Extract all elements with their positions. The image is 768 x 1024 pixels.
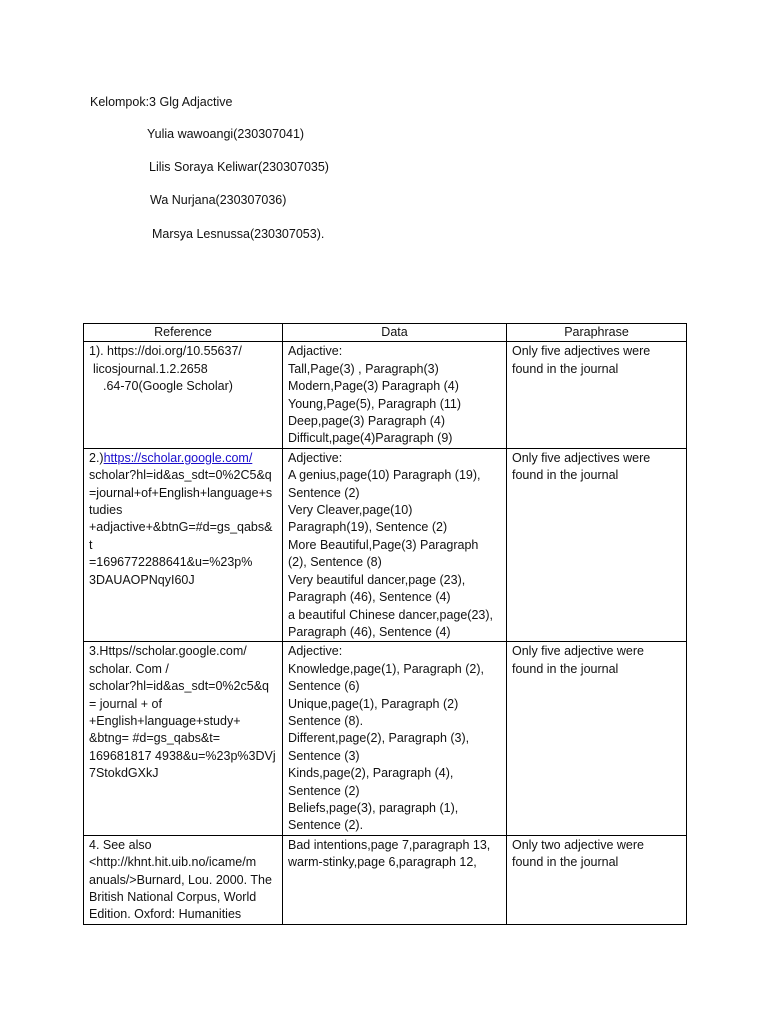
reference-line: scholar. Com /: [89, 661, 169, 676]
paraphrase-cell: [507, 448, 687, 641]
data-line: Sentence (2): [288, 783, 360, 798]
reference-table: [83, 323, 687, 925]
reference-line: 3DAUAOPNqyI60J: [89, 572, 195, 587]
data-cell: [283, 342, 507, 448]
data-line: Adjactive:: [288, 344, 343, 359]
reference-line: Edition. Oxford: Humanities: [89, 907, 242, 922]
column-header-reference: Reference: [84, 324, 283, 342]
data-line: Sentence (2): [288, 485, 360, 500]
data-line: Kinds,page(2), Paragraph (4),: [288, 766, 454, 781]
data-cell: [283, 835, 507, 924]
paraphrase-line: Only five adjectives were: [512, 450, 651, 465]
paraphrase-line: found in the journal: [512, 661, 619, 676]
data-line: Adjective:: [288, 644, 343, 659]
data-line: A genius,page(10) Paragraph (19),: [288, 468, 481, 483]
table-row: [84, 642, 687, 835]
column-header-paraphrase: Paraphrase: [507, 324, 687, 342]
data-line: Deep,page(3) Paragraph (4): [288, 414, 446, 429]
data-line: Paragraph (46), Sentence (4): [288, 590, 451, 605]
paraphrase-line: Only five adjectives were: [512, 344, 651, 359]
paraphrase-line: found in the journal: [512, 855, 619, 870]
data-line: Different,page(2), Paragraph (3),: [288, 731, 470, 746]
data-line: Tall,Page(3) , Paragraph(3): [288, 361, 439, 376]
reference-line: scholar?hl=id&as_sdt=0%2c5&q: [89, 679, 269, 694]
paraphrase-line: found in the journal: [512, 361, 619, 376]
data-cell: [283, 642, 507, 835]
data-line: Paragraph(19), Sentence (2): [288, 520, 448, 535]
data-line: Young,Page(5), Paragraph (11): [288, 396, 462, 411]
data-line: (2), Sentence (8): [288, 555, 382, 570]
table-row: [84, 342, 687, 448]
reference-line: 169681817 4938&u=%23p%3DVj: [89, 748, 276, 763]
reference-line: t: [89, 537, 93, 552]
member-name: Wa Nurjana(230307036): [150, 193, 287, 207]
data-line: Sentence (8).: [288, 713, 364, 728]
data-line: Knowledge,page(1), Paragraph (2),: [288, 661, 484, 676]
reference-cell: [84, 642, 283, 835]
table-header-row: [84, 324, 687, 342]
reference-line: <http://khnt.hit.uib.no/icame/m: [89, 855, 257, 870]
reference-line: tudies: [89, 503, 123, 518]
data-line: Bad intentions,page 7,paragraph 13,: [288, 837, 491, 852]
data-line: Sentence (6): [288, 679, 360, 694]
paraphrase-line: Only five adjective were: [512, 644, 645, 659]
data-line: Sentence (2).: [288, 818, 364, 833]
data-line: Sentence (3): [288, 748, 360, 763]
reference-line: = journal + of: [89, 696, 162, 711]
reference-line: [89, 450, 277, 467]
data-line: Beliefs,page(3), paragraph (1),: [288, 800, 459, 815]
paraphrase-line: Only two adjective were: [512, 837, 645, 852]
table-row: [84, 448, 687, 641]
reference-line: licosjournal.1.2.2658: [93, 361, 208, 376]
data-line: Very beautiful dancer,page (23),: [288, 572, 466, 587]
paraphrase-cell: [507, 342, 687, 448]
data-line: Paragraph (46), Sentence (4): [288, 624, 451, 639]
data-line: Modern,Page(3) Paragraph (4): [288, 379, 459, 394]
paraphrase-cell: [507, 835, 687, 924]
data-line: a beautiful Chinese dancer,page(23),: [288, 607, 494, 622]
reference-line: +adjactive+&btnG=#d=gs_qabs&: [89, 520, 273, 535]
reference-line: .64-70(Google Scholar): [103, 379, 233, 394]
reference-line: 4. See also: [89, 837, 152, 852]
reference-line: scholar?hl=id&as_sdt=0%2C5&q: [89, 468, 272, 483]
member-name: Marsya Lesnussa(230307053).: [152, 227, 325, 241]
reference-line: British National Corpus, World: [89, 890, 257, 904]
data-line: Unique,page(1), Paragraph (2): [288, 696, 459, 711]
reference-line: 3.Https//scholar.google.com/: [89, 644, 247, 659]
table-row: [84, 835, 687, 924]
column-header-data: Data: [283, 324, 507, 342]
data-line: Adjective:: [288, 450, 343, 465]
member-name: Lilis Soraya Keliwar(230307035): [149, 160, 329, 174]
group-title: Kelompok:3 Glg Adjactive: [90, 95, 233, 109]
reference-prefix: 2.): [89, 450, 104, 465]
data-line: Very Cleaver,page(10): [288, 503, 413, 518]
reference-cell: [84, 448, 283, 641]
reference-line: anuals/>Burnard, Lou. 2000. The: [89, 872, 272, 887]
reference-line: =1696772288641&u=%23p%: [89, 555, 253, 570]
paraphrase-cell: [507, 642, 687, 835]
paraphrase-line: found in the journal: [512, 468, 619, 483]
reference-line: 7StokdGXkJ: [89, 766, 159, 781]
data-line: More Beautiful,Page(3) Paragraph: [288, 537, 479, 552]
scholar-link[interactable]: https://scholar.google.com/: [103, 450, 253, 465]
reference-line: +English+language+study+: [89, 713, 241, 728]
reference-cell: [84, 835, 283, 924]
reference-line: =journal+of+English+language+s: [89, 485, 273, 500]
data-line: warm-stinky,page 6,paragraph 12,: [288, 855, 477, 870]
data-cell: [283, 448, 507, 641]
reference-line: 1). https://doi.org/10.55637/: [89, 344, 242, 359]
member-name: Yulia wawoangi(230307041): [147, 127, 305, 141]
reference-cell: [84, 342, 283, 448]
reference-line: &btng= #d=gs_qabs&t=: [89, 731, 221, 746]
data-line: Difficult,page(4)Paragraph (9): [288, 431, 453, 446]
